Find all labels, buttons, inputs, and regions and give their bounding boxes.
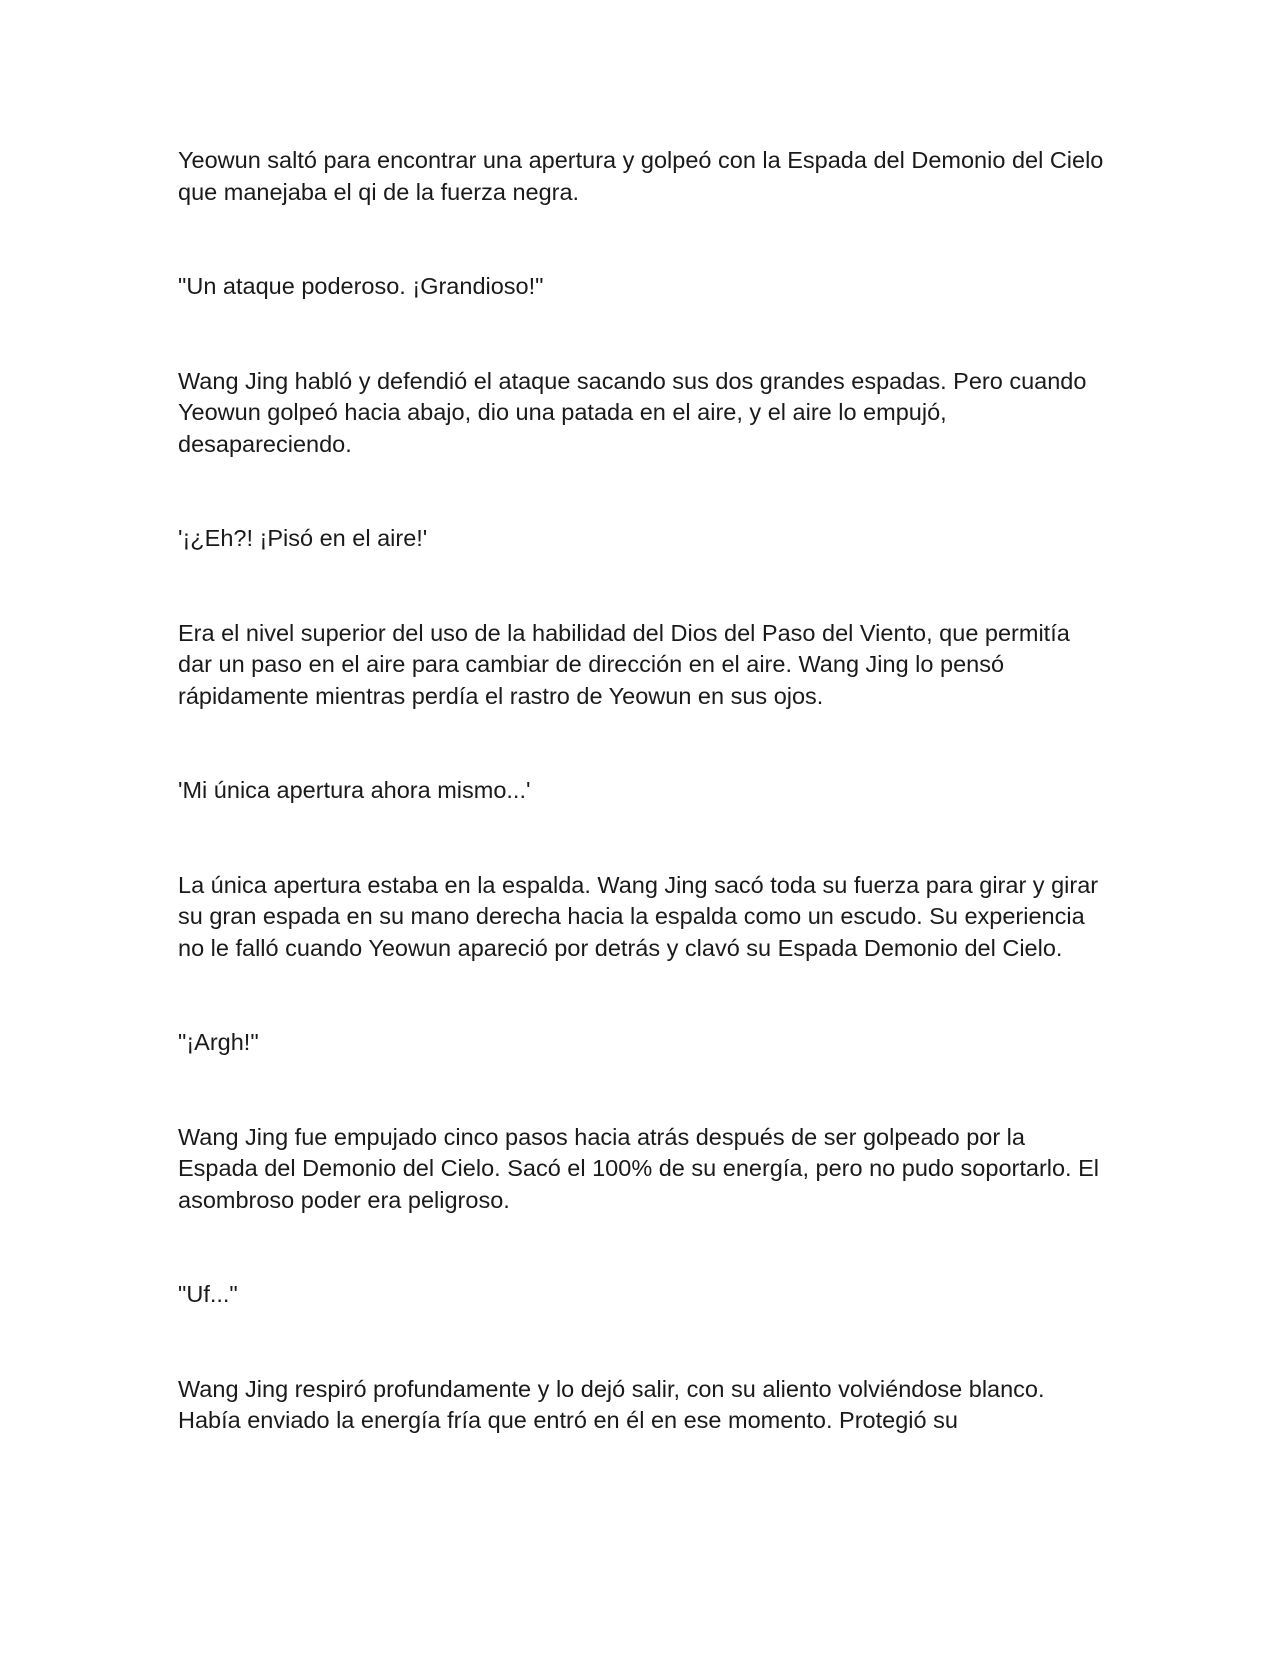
- paragraph: Yeowun saltó para encontrar una apertura y golpeó con la Espada del Demonio del Cielo que manejaba el qi de la fuerza negra.: [178, 147, 1104, 205]
- paragraph: La única apertura estaba en la espalda. Wang Jing sacó toda su fuerza para girar y girar su gran espada en su mano derecha hacia la espalda como un escudo. Su experiencia no le falló cuando Yeowun apareció por detrás y clavó su Espada Demonio del Cielo.: [178, 871, 1099, 961]
- paragraph: Wang Jing fue empujado cinco pasos hacia atrás después de ser golpeado por la Espada del Demonio del Cielo. Sacó el 100% de su energía, pero no pudo soportarlo. El asombroso poder era peligroso.: [178, 1123, 1100, 1213]
- thought-paragraph: 'Mi única apertura ahora mismo...': [178, 777, 531, 803]
- thought-paragraph: '¡¿Eh?! ¡Pisó en el aire!': [178, 525, 428, 551]
- paragraph: Wang Jing respiró profundamente y lo dejó salir, con su aliento volviéndose blanco. Había enviado la energía fría que entró en él en ese momento. Protegió su: [178, 1375, 1045, 1433]
- paragraph: Era el nivel superior del uso de la habilidad del Dios del Paso del Viento, que permitía dar un paso en el aire para cambiar de dirección en el aire. Wang Jing lo pensó rápidamente mientras perdía el rastro de Yeowun en sus ojos.: [178, 619, 1070, 709]
- dialogue-paragraph: "Un ataque poderoso. ¡Grandioso!": [178, 273, 544, 299]
- dialogue-paragraph: "¡Argh!": [178, 1029, 259, 1055]
- document-body: [178, 145, 1108, 1437]
- dialogue-paragraph: "Uf...": [178, 1281, 238, 1307]
- paragraph: Wang Jing habló y defendió el ataque sacando sus dos grandes espadas. Pero cuando Yeowun golpeó hacia abajo, dio una patada en el aire, y el aire lo empujó, desapareciendo.: [178, 367, 1087, 457]
